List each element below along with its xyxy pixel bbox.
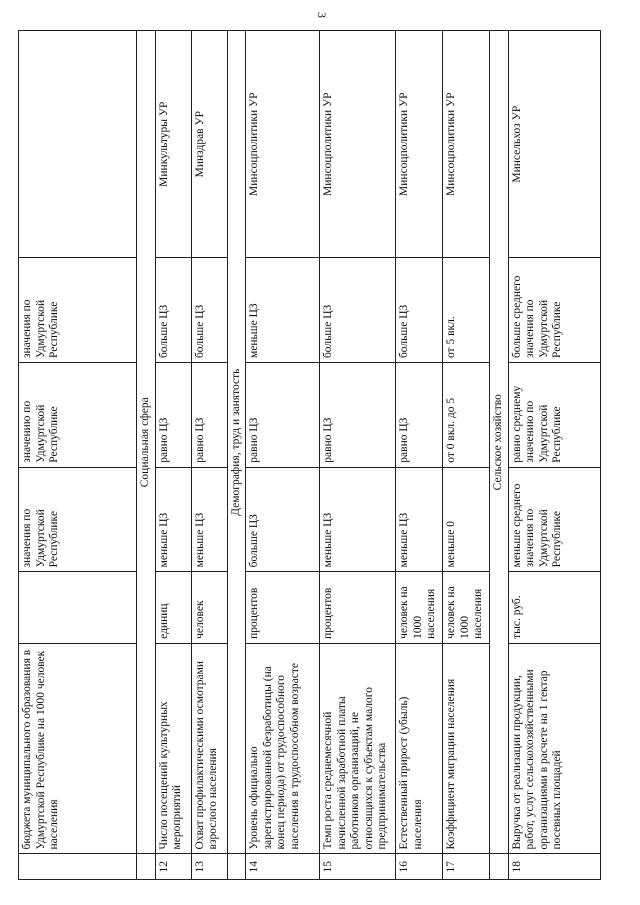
table-row [155,31,191,880]
table-row [396,31,443,880]
indicator-cell: Естественный прирост (убыль) населения [396,643,443,854]
criteria-gt-cell: от 5 вкл. [443,258,490,363]
unit-cell: человек на 1000 населения [443,572,490,643]
row-number-cell: 18 [508,854,600,880]
table-row [443,31,490,880]
criteria-eq-cell: равно ЦЗ [396,363,443,468]
criteria-lt-cell: больше ЦЗ [246,467,320,572]
criteria-eq-cell: равно ЦЗ [320,363,396,468]
responsible-cell: Минсельхоз УР [508,31,600,258]
criteria-lt-cell: меньше ЦЗ [155,467,191,572]
row-number-cell [227,854,246,880]
criteria-lt-cell: значения по Удмуртской Республике [19,467,137,572]
criteria-eq-cell: равно среднему значению по Удмуртской Республике [508,363,600,468]
indicator-cell: Выручка от реализации продукции, работ, услуг сельскохозяйственными организациями в расчете на 1 гектар посевных площадей [508,643,600,854]
section-row [227,31,246,880]
criteria-gt-cell: значения по Удмуртской Республике [19,258,137,363]
section-row [490,31,509,880]
row-number-cell: 17 [443,854,490,880]
criteria-gt-cell: больше ЦЗ [191,258,227,363]
section-heading-agri: Сельское хозяйство [490,31,509,854]
indicator-cell: Число посещений культурных мероприятий [155,643,191,854]
table-row [246,31,320,880]
indicator-cell: бюджета муниципального образования в Удмуртской Республике на 1000 человек населения [19,643,137,854]
unit-cell: человек [191,572,227,643]
unit-cell: процентов [246,572,320,643]
row-number-cell [490,854,509,880]
indicators-table [18,30,601,880]
criteria-lt-cell: меньше ЦЗ [191,467,227,572]
responsible-cell: Минздрав УР [191,31,227,258]
indicator-cell: Охват профилактическими осмотрами взрослого населения [191,643,227,854]
responsible-cell [19,31,137,258]
criteria-lt-cell: меньше 0 [443,467,490,572]
table-row [508,31,600,880]
unit-cell: человек на 1000 населения [396,572,443,643]
criteria-gt-cell: больше ЦЗ [396,258,443,363]
indicator-cell: Коэффициент миграции населения [443,643,490,854]
indicator-cell: Уровень официально зарегистрированной безработицы (на конец периода) от трудоспособного населения в трудоспособном возрасте [246,643,320,854]
responsible-cell: Минкультуры УР [155,31,191,258]
table-row [191,31,227,880]
unit-cell: процентов [320,572,396,643]
criteria-lt-cell: меньше среднего значения по Удмуртской Республике [508,467,600,572]
criteria-gt-cell: больше ЦЗ [155,258,191,363]
row-number-cell: 14 [246,854,320,880]
row-number-cell: 15 [320,854,396,880]
section-heading-social: Социальная сфера [137,31,156,854]
criteria-eq-cell: равно ЦЗ [191,363,227,468]
criteria-lt-cell: меньше ЦЗ [396,467,443,572]
criteria-eq-cell: равно ЦЗ [155,363,191,468]
row-number-cell [137,854,156,880]
criteria-gt-cell: меньше ЦЗ [246,258,320,363]
responsible-cell: Минсоцполитики УР [320,31,396,258]
row-number-cell: 12 [155,854,191,880]
unit-cell: единиц [155,572,191,643]
table-row [320,31,396,880]
responsible-cell: Минсоцполитики УР [443,31,490,258]
criteria-eq-cell: равно ЦЗ [246,363,320,468]
row-number-cell: 16 [396,854,443,880]
section-heading-demography: Демография, труд и занятость [227,31,246,854]
responsible-cell: Минсоцполитики УР [246,31,320,258]
row-number-cell: 13 [191,854,227,880]
criteria-lt-cell: меньше ЦЗ [320,467,396,572]
criteria-eq-cell: от 0 вкл. до 5 [443,363,490,468]
row-number-cell [19,854,137,880]
responsible-cell: Минсоцполитики УР [396,31,443,258]
rotated-table-container [18,30,618,880]
section-row [137,31,156,880]
table-row [19,31,137,880]
unit-cell: тыс. руб. [508,572,600,643]
indicator-cell: Темп роста среднемесячной начисленной заработной платы работников организаций, не относящихся к субъектам малого предпринимательства [320,643,396,854]
criteria-gt-cell: больше ЦЗ [320,258,396,363]
criteria-eq-cell: значению по Удмуртской Республике [19,363,137,468]
criteria-gt-cell: больше среднего значения по Удмуртской Республике [508,258,600,363]
unit-cell [19,572,137,643]
page-number: 3 [315,12,329,18]
